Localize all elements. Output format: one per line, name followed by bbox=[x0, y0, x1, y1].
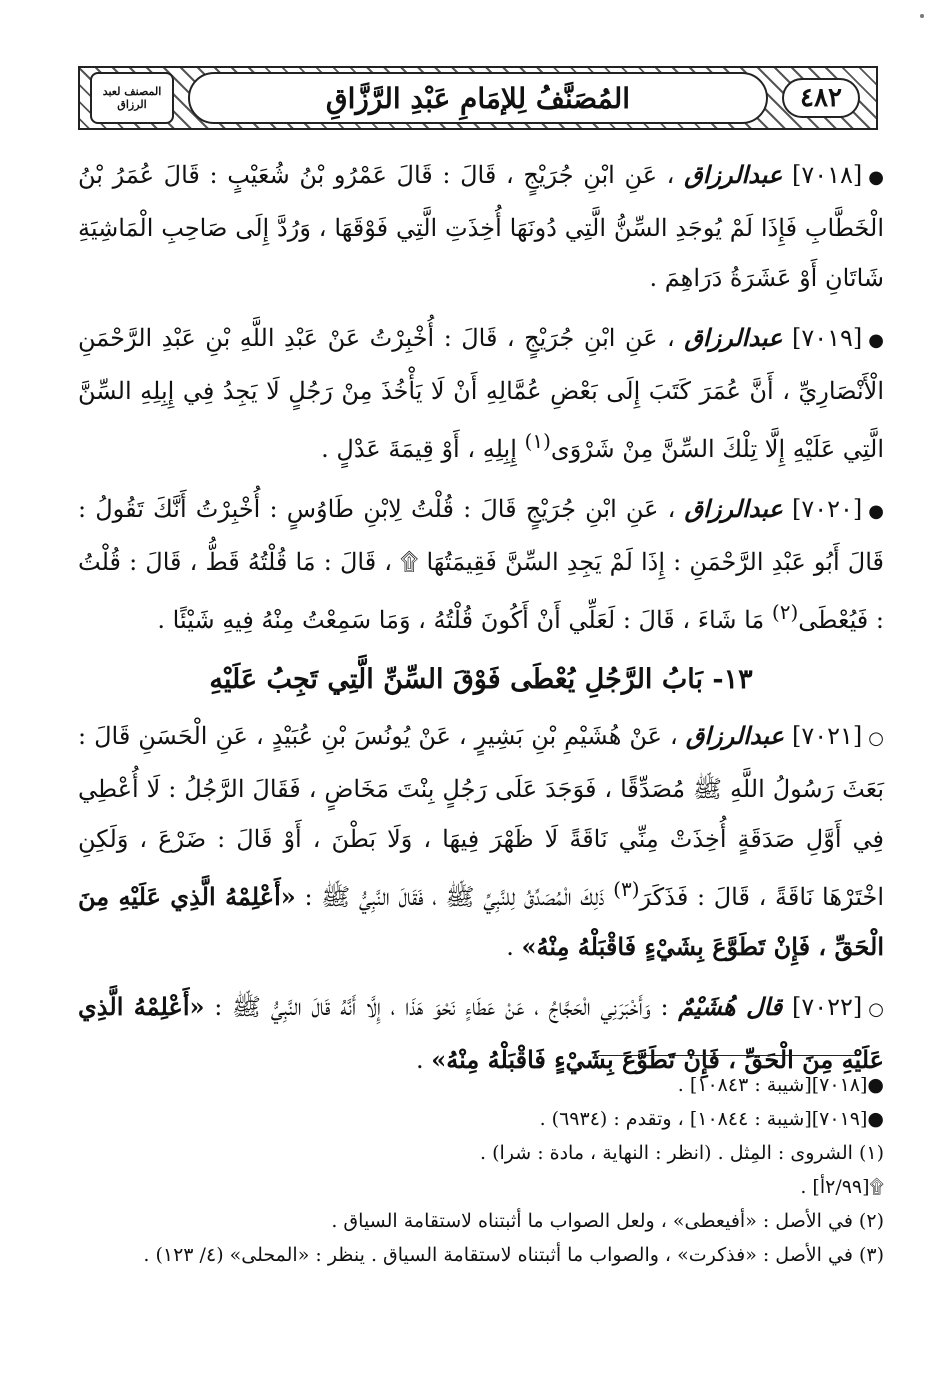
entry-text: ، عَنِ ابْنِ جُرَيْجٍ ، قَالَ : أُخْبِرْتُ عَنْ عَبْدِ اللَّهِ بْنِ عَبْدِ الرَّحْمَنِ الْأَنْصَارِيِّ ، أَنَّ عُمَرَ كَتَبَ إِلَى بَعْضِ عُمَّالِهِ أَنْ لَا يَأْخُذَ مِنْ رَجُلٍ لَا يَجِدُ فِي إِبِلِهِ السِّنَّ الَّتِي عَلَيْهِ إِلَّا تِلْكَ السِّنَّ مِنْ شَرْوَى bbox=[78, 324, 885, 463]
header-logo-text: المصنف لعبد الرزاق bbox=[102, 85, 162, 111]
footnote: ●[٧٠١٨][شيبة : ١٠٨٤٣] . bbox=[677, 1074, 884, 1096]
footnote: ۩[٢/٩٩أ] . bbox=[800, 1176, 884, 1198]
header-title-box bbox=[188, 72, 768, 124]
footnote: (٢) في الأصل : «أفيعطى» ، ولعل الصواب ما أثبتناه لاستقامة السياق . bbox=[331, 1210, 884, 1232]
entry-text-end: . bbox=[506, 933, 514, 961]
entry-text: ، عَنِ ابْنِ جُرَيْجٍ قَالَ : قُلْتُ لِابْنِ طَاوُسٍ : أُخْبِرْتُ أَنَّكَ تَقُولُ : قَالَ أَبُو عَبْدِ الرَّحْمَنِ : إِذَا لَمْ يَجِدِ السِّنَّ فَقِيمَتُهَا ۩ ، قَالَ : مَا قُلْتُهُ قَطُّ ، قَالَ : قُلْتُ : فَيُعْطَى bbox=[78, 495, 884, 634]
entry-number: [٧٠١٩] bbox=[791, 324, 863, 352]
footnote-divider bbox=[598, 1055, 858, 1056]
header-logo bbox=[90, 72, 174, 124]
entry-text-after: مَا شَاءَ ، قَالَ : لَعَلِّي أَنْ أَكُونَ قُلْتُهُ ، وَمَا سَمِعْتُ مِنْهُ فِيهِ شَيْئًا . bbox=[157, 606, 765, 634]
footnote: ●[٧٠١٩][شيبة : ١٠٨٤٤] ، وتقدم : (٦٩٣٤) . bbox=[539, 1108, 884, 1130]
hadith-entry bbox=[78, 313, 884, 474]
footnote-ref: (٢) bbox=[771, 600, 799, 624]
entry-number: [٧٠٢٠] bbox=[791, 495, 863, 523]
entry-number: [٧٠٢٢] bbox=[791, 993, 863, 1021]
entry-marker: ● bbox=[868, 330, 884, 351]
entry-number: [٧٠٢١] bbox=[791, 722, 863, 750]
narrator: قال هُشَيْمٌ bbox=[678, 992, 783, 1021]
page-number: ٤٨٢ bbox=[782, 78, 860, 118]
entry-number: [٧٠١٨] bbox=[791, 161, 863, 189]
entry-marker: ● bbox=[868, 167, 885, 188]
entry-text: ، عَنْ هُشَيْمِ بْنِ بَشِيرٍ ، عَنْ يُونُسَ بْنِ عُبَيْدٍ ، عَنِ الْحَسَنِ قَالَ : بَعَثَ رَسُولُ اللَّهِ ﷺ مُصَدِّقًا ، فَوَجَدَ عَلَى رَجُلٍ بِنْتَ مَخَاضٍ ، فَقَالَ الرَّجُلُ : لَا أُعْطِي فِي أَوَّلِ صَدَقَةٍ أُخِذَتْ مِنِّي نَاقَةً لَا ظَهْرَ فِيهَا ، وَلَا بَطْنَ ، أَوْ قَالَ : ضَرْعَ ، وَلَكِنِ اخْتَرْهَا نَاقَةً ، قَالَ : فَذَكَرَ bbox=[78, 722, 884, 911]
entry-text: : وَأَخْبَرَنِي الْحَجَّاجُ ، عَنْ عَطَاءٍ نَحْوَ هَذَا ، إِلَّا أَنَّهُ قَالَ النَّبِيُّ ﷺ : bbox=[214, 993, 669, 1021]
prophetic-quote: «أَعْلِمْهُ الَّذِي عَلَيْهِ مِنَ الْحَقِّ ، فَإِنْ تَطَوَّعَ بِشَيْءٍ فَاقْبَلْهُ مِنْهُ» bbox=[78, 882, 884, 961]
prophetic-quote: «أَعْلِمْهُ الَّذِي عَلَيْهِ مِنَ الْحَقِّ ، فَإِنْ تَطَوَّعَ بِشَيْءٍ فَاقْبَلْهُ مِنْهُ» bbox=[78, 992, 884, 1074]
entry-text: ، عَنِ ابْنِ جُرَيْجٍ ، قَالَ : قَالَ عَمْرُو بْنُ شُعَيْبٍ : قَالَ عُمَرُ بْنُ الْخَطَّابِ فَإِذَا لَمْ يُوجَدِ السِّنُّ الَّتِي دُونَهَا أُخِذَتِ الَّتِي فَوْقَهَا ، وَرُدَّ إِلَى صَاحِبِ الْمَاشِيَةِ شَاتَانِ أَوْ عَشَرَةُ دَرَاهِمَ . bbox=[78, 161, 884, 292]
entry-marker: ○ bbox=[868, 999, 884, 1020]
entry-text-mid: ذَلِكَ الْمُصَدِّقُ لِلنَّبِيِّ ﷺ ، فَقَالَ النَّبِيُّ ﷺ : bbox=[304, 883, 605, 911]
book-title: المُصَنَّفُ لِلإمَامِ عَبْدِ الرَّزَّاقِ bbox=[325, 81, 631, 115]
footnotes bbox=[78, 1068, 884, 1272]
page-header bbox=[78, 66, 878, 130]
narrator: عبدالرزاق bbox=[685, 721, 784, 750]
entry-marker: ○ bbox=[868, 728, 884, 749]
footnote-ref: (١) bbox=[524, 429, 551, 453]
hadith-entry bbox=[78, 711, 884, 972]
hadith-entry bbox=[78, 484, 884, 645]
footnote-ref: (٣) bbox=[613, 877, 640, 901]
footnote: (٣) في الأصل : «فذكرت» ، والصواب ما أثبتناه لاستقامة السياق . ينظر : «المحلى» (٤/ ١٢٣) . bbox=[143, 1244, 884, 1266]
main-text bbox=[78, 150, 884, 1095]
chapter-heading: ١٣- بَابُ الرَّجُلِ يُعْطَى فَوْقَ السِّنِّ الَّتِي تَجِبُ عَلَيْهِ bbox=[209, 664, 753, 695]
narrator: عبدالرزاق bbox=[684, 323, 783, 352]
footnote: (١) الشروى : المِثل . (انظر : النهاية ، مادة : شرا) . bbox=[479, 1142, 884, 1164]
entry-text-end: . bbox=[415, 1046, 424, 1074]
narrator: عبدالرزاق bbox=[684, 160, 783, 189]
narrator: عبدالرزاق bbox=[684, 494, 783, 523]
corner-dot bbox=[920, 14, 924, 18]
entry-marker: ● bbox=[868, 501, 884, 522]
entry-text-after: إِبِلِهِ ، أَوْ قِيمَةَ عَدْلٍ . bbox=[321, 435, 517, 463]
hadith-entry bbox=[78, 150, 884, 303]
